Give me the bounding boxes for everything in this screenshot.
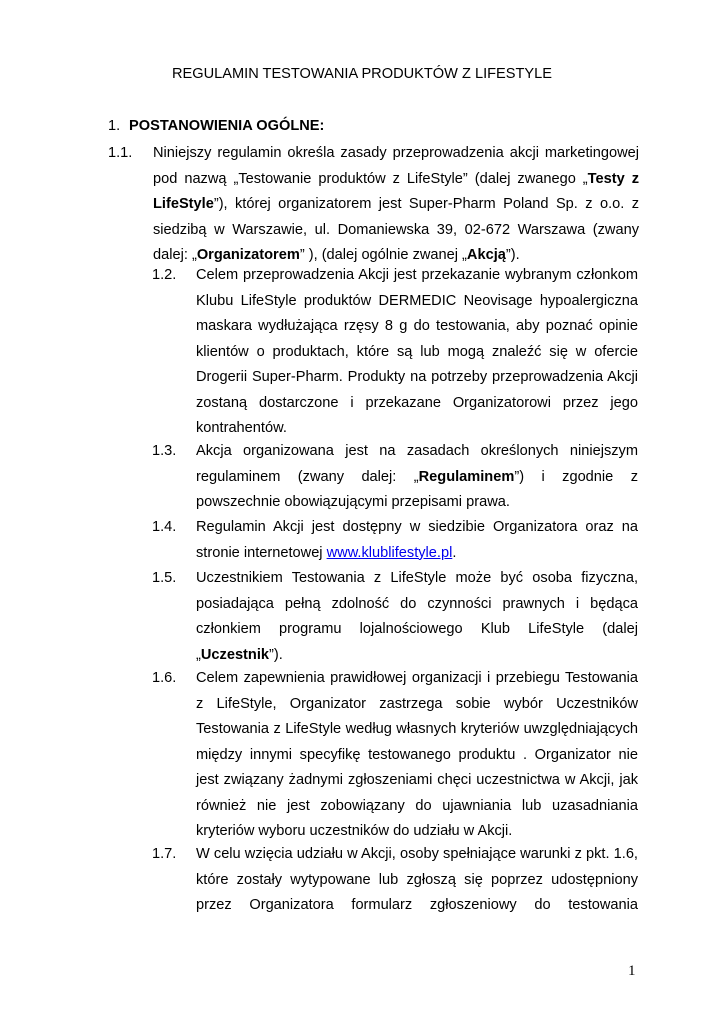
section-title: POSTANOWIENIA OGÓLNE:	[129, 118, 325, 134]
page-number: 1	[628, 963, 636, 979]
clause-1-6-text: Celem zapewnienia prawidłowej organizacji i przebiegu Testowania z LifeStyle, Organizator zastrzega sobie wybór Uczestników Testowania z LifeStyle według własnych kryteriów uwzględniających między innymi specyfikę testowanego produktu . Organizator nie jest związany żadnymi zgłoszeniami chęci uczestnictwa w Akcji, jak również nie jest zobowiązany do ujawniania lub uzasadniania kryteriów wyboru uczestników do udziału w Akcji.	[196, 670, 638, 839]
clause-1-7-number: 1.7.	[152, 846, 177, 862]
akcja-term: Akcją	[466, 247, 506, 263]
document-title: REGULAMIN TESTOWANIA PRODUKTÓW Z LIFESTYLE	[171, 66, 553, 82]
section-number: 1.	[108, 118, 121, 134]
website-link[interactable]: www.klublifestyle.pl	[326, 544, 453, 561]
clause-1-3-number: 1.3.	[152, 443, 177, 459]
regulamin-term: Regulaminem	[418, 468, 515, 485]
clause-1-2-number: 1.2.	[152, 267, 177, 283]
clause-1-6-number: 1.6.	[152, 670, 177, 686]
testy-z-lifestyle-term: Testy z LifeStyle	[153, 170, 639, 212]
organizator-term: Organizatorem	[196, 247, 300, 263]
clause-1-1-number: 1.1.	[108, 145, 133, 161]
clause-1-2-text: Celem przeprowadzenia Akcji jest przekazanie wybranym członkom Klubu LifeStyle produktów DERMEDIC Neovisage hypoalergiczna maskara wydłużająca rzęsy 8 g do testowania, aby poznać opinie klientów o produktach, które są lub mogą znaleźć się w ofercie Drogerii Super-Pharm. Produkty na potrzeby przeprowadzenia Akcji zostaną dostarczone i przekazane Organizatorowi przez jego kontrahentów.	[196, 267, 638, 436]
clause-1-4-number: 1.4.	[152, 519, 177, 535]
clause-1-4-text: Regulamin Akcji jest dostępny w siedzibie Organizatora oraz na stronie internetowej www.klublifestyle.pl.	[196, 519, 638, 561]
clause-1-5-text: Uczestnikiem Testowania z LifeStyle może być osoba fizyczna, posiadająca pełną zdolność do czynności prawnych i będąca członkiem programu lojalnościowego Klub LifeStyle (dalej „Uczestnik”).	[196, 570, 638, 663]
clause-1-7-text: W celu wzięcia udziału w Akcji, osoby spełniające warunki z pkt. 1.6, które zostały wytypowane lub zgłoszą się poprzez udostępniony przez Organizatora formularz zgłoszeniowy do testowania	[196, 846, 638, 913]
clause-1-3-text: Akcja organizowana jest na zasadach określonych niniejszym regulaminem (zwany dalej: „Regulaminem”) i zgodnie z powszechnie obowiązującymi przepisami prawa.	[196, 443, 638, 510]
clause-1-5-number: 1.5.	[152, 570, 177, 586]
clause-1-1-text: Niniejszy regulamin określa zasady przeprowadzenia akcji marketingowej pod nazwą „Testowanie produktów z LifeStyle” (dalej zwanego „Testy z LifeStyle”), której organizatorem jest Super-Pharm Poland Sp. z o.o. z siedzibą w Warszawie, ul. Domaniewska 39, 02-672 Warszawa (zwany dalej: „Organizatorem” ), (dalej ogólnie zwanej „Akcją”).	[153, 145, 639, 263]
uczestnik-term: Uczestnik	[200, 646, 270, 663]
